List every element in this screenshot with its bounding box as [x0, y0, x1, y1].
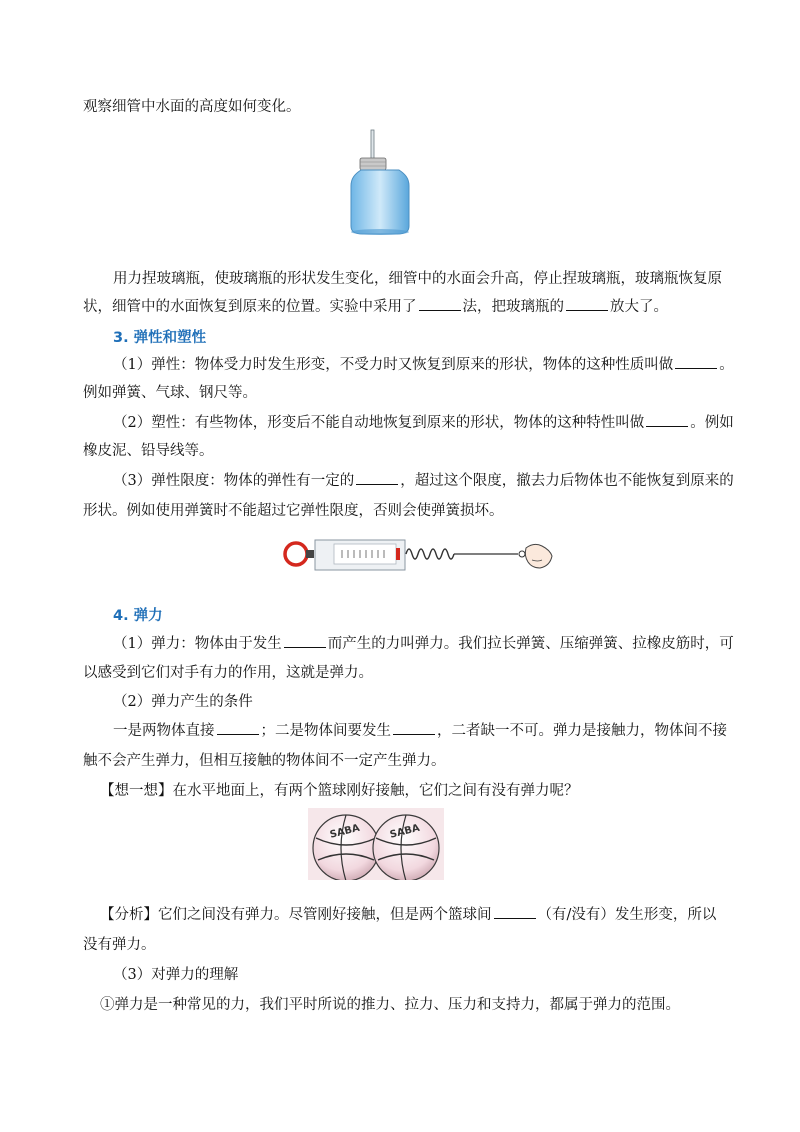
paragraph-limit-1: [113, 470, 734, 492]
paragraph-limit-2: 形状。例如使用弹簧时不能超过它弹性限度，否则会使弹簧损坏。: [83, 503, 504, 519]
basketball-right: [373, 815, 439, 880]
spring-coil: [406, 549, 454, 559]
paragraph-analysis-2: 没有弹力。: [83, 937, 156, 953]
basketballs-figure: [308, 808, 444, 880]
text-segment: 法，把玻璃瓶的: [462, 299, 564, 315]
text-segment: （2）塑性：有些物体，形变后不能自动地恢复到原来的形状，物体的这种特性叫做: [113, 415, 645, 431]
text-segment: 。例如: [690, 415, 734, 431]
paragraph-think: 【想一想】在水平地面上，有两个篮球刚好接触，它们之间有没有弹力呢？: [100, 783, 579, 799]
text-segment: 。: [719, 357, 734, 373]
text-segment: 【分析】它们之间没有弹力。尽管刚好接触，但是两个篮球间: [100, 907, 492, 923]
paragraph-intro: 观察细管中水面的高度如何变化。: [83, 99, 301, 115]
basketball-left: [313, 815, 379, 880]
text-segment: ；二是物体间要发生: [260, 723, 391, 739]
paragraph-plastic-2: 橡皮泥、铅导线等。: [83, 443, 214, 459]
paragraph-conditions-1: [113, 720, 727, 742]
red-ring: [285, 543, 307, 565]
ball-logo-text: SABA: [328, 822, 361, 841]
paragraph-squeeze-2: [83, 296, 720, 318]
fill-blank[interactable]: [566, 296, 608, 311]
fill-blank[interactable]: [217, 720, 259, 735]
paragraph-elastic-1: [113, 354, 734, 376]
text-segment: ，二者缺一不可。弹力是接触力，物体间不接: [437, 723, 727, 739]
paragraph-plastic-1: [113, 412, 734, 434]
paragraph-conditions-2: 触不会产生弹力，但相互接触的物体间不一定产生弹力。: [83, 753, 446, 769]
fill-blank[interactable]: [494, 904, 536, 919]
paragraph-squeeze-1: 用力捏玻璃瓶，使玻璃瓶的形状发生变化，细管中的水面会升高，停止捏玻璃瓶，玻璃瓶恢复原: [113, 271, 722, 287]
glass-bottle-figure: [345, 128, 445, 236]
text-segment: （有/没有）发生形变，所以: [537, 907, 717, 923]
section-heading-3: 3. 弹性和塑性: [113, 330, 207, 346]
text-segment: （3）弹性限度：物体的弹性有一定的: [113, 473, 355, 489]
ball-logo-text: SABA: [388, 822, 421, 841]
bottle-cap: [360, 158, 386, 170]
paragraph-understand-1: ①弹力是一种常见的力，我们平时所说的推力、拉力、压力和支持力，都属于弹力的范围。: [100, 997, 680, 1013]
text-segment: （1）弹性：物体受力时发生形变，不受力时又恢复到原来的形状，物体的这种性质叫做: [113, 357, 674, 373]
text-segment: 状，细管中的水面恢复到原来的位置。实验中采用了: [83, 299, 417, 315]
fill-blank[interactable]: [419, 296, 461, 311]
fill-blank[interactable]: [393, 720, 435, 735]
section-heading-4: 4. 弹力: [113, 608, 163, 624]
hand-icon: [525, 544, 552, 568]
paragraph-force-1: [113, 633, 734, 655]
fill-blank[interactable]: [356, 470, 398, 485]
paragraph-elastic-2: 例如弹簧、气球、钢尺等。: [83, 385, 257, 401]
paragraph-analysis-1: [100, 904, 720, 926]
text-segment: 而产生的力叫弹力。我们拉长弹簧、压缩弹簧、拉橡皮筋时，可: [327, 636, 734, 652]
paragraph-force-2: 以感受到它们对手有力的作用，这就是弹力。: [83, 665, 373, 681]
text-segment: （1）弹力：物体由于发生: [113, 636, 282, 652]
spring-scale-figure: [282, 536, 558, 580]
text-segment: 放大了。: [610, 299, 668, 315]
fill-blank[interactable]: [646, 412, 688, 427]
fill-blank[interactable]: [284, 633, 326, 648]
text-segment: 一是两物体直接: [113, 723, 215, 739]
paragraph-understand-title: （3）对弹力的理解: [113, 967, 239, 983]
text-segment: ，超过这个限度，撤去力后物体也不能恢复到原来的: [400, 473, 734, 489]
paragraph-conditions-title: （2）弹力产生的条件: [113, 694, 253, 710]
fill-blank[interactable]: [675, 354, 717, 369]
bottle-body: [351, 170, 409, 234]
